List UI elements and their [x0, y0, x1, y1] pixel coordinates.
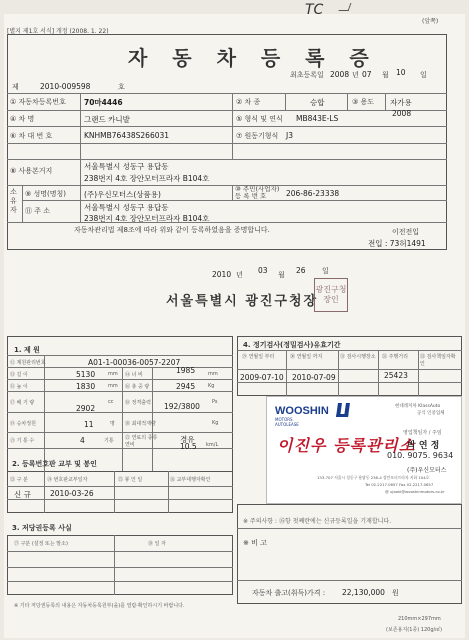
grid-line: [232, 93, 233, 159]
grid-line: [80, 93, 81, 222]
vin-value: KNHMB76438S266031: [84, 131, 170, 140]
issuing-office: 서울특별시 광진구청장: [166, 294, 319, 309]
grid-line: [7, 367, 233, 368]
reg-no-label: ① 자동차등록번호: [10, 98, 66, 106]
first-reg-day: 10: [396, 68, 406, 77]
section1-title: 1. 제 원: [14, 346, 40, 354]
plate-header-agent: ㉖ 교부대행자확인: [170, 477, 211, 483]
inspect-row-from: 2009-07-10: [240, 373, 284, 382]
seats-unit: 명: [110, 421, 115, 427]
card-brand: WOOSHIN: [275, 405, 329, 417]
issue-month: 03: [258, 266, 268, 275]
mortgage-header-date: ㉘ 일 자: [148, 541, 166, 547]
plate-row-type: 신 규: [14, 490, 31, 499]
first-reg-day-unit: 일: [420, 71, 427, 79]
business-card: [266, 396, 462, 504]
usage-value: 자가용: [390, 98, 412, 107]
price-label: 자동차 출고(취득)가격 :: [252, 589, 326, 597]
grid-line: [338, 350, 339, 396]
inspect-header-to: ㉚ 연월일 까지: [290, 354, 323, 360]
paper-type: (보존용지(1종) 120g/㎡): [386, 627, 443, 633]
grid-line: [237, 528, 462, 529]
section2-title: 2. 등록번호판 교부 및 봉인: [12, 460, 97, 468]
grid-line: [7, 126, 447, 127]
grid-line: [347, 93, 348, 110]
address-line2: 238번지 4호 장안모터프라자 B104호: [84, 214, 210, 223]
first-reg-month: 07: [362, 70, 372, 79]
power-unit: Ps: [212, 399, 218, 405]
usage-label: ③ 용도: [352, 98, 375, 106]
vin-label: ⑥ 차 대 번 호: [10, 132, 53, 140]
displacement-unit: cc: [108, 399, 114, 405]
height-label: ⑭ 너 비: [125, 372, 143, 378]
load-label: ⑳ 최대적재량: [125, 421, 156, 427]
height-value: 1985: [176, 366, 196, 375]
card-phone: 010. 9075. 9634: [387, 451, 454, 460]
model-year-value: 2008: [392, 109, 412, 118]
transfer-title: 이전전입: [392, 228, 420, 236]
card-company: (주)우신모터스: [407, 467, 447, 474]
grid-line: [7, 412, 233, 413]
displacement-label: ⑰ 배 기 량: [10, 400, 35, 406]
issue-day: 26: [296, 266, 306, 275]
location-label: ⑧ 사용본거지: [10, 167, 53, 175]
plate-header-type: ㉓ 구 분: [10, 477, 28, 483]
efficiency-unit: km/L: [206, 442, 219, 448]
doc-number-label: 제: [12, 83, 19, 91]
displacement-value: 2902: [76, 404, 96, 413]
owner-id-value: 206-86-23338: [286, 189, 340, 198]
grid-line: [122, 367, 123, 472]
fuel-value: 경유: [180, 435, 195, 444]
length-value: 5130: [76, 370, 96, 379]
card-role: 영업책임자 / 주임: [403, 430, 442, 436]
grid-line: [286, 350, 287, 396]
certify-text: 자동차관리법 제8조에 따라 위와 같이 등록하였음을 증명합니다.: [74, 226, 270, 234]
weight-value: 2945: [176, 382, 196, 391]
width-label: ⑮ 높 이: [10, 384, 28, 390]
inspect-header-mileage: ㉜ 주행거리: [382, 354, 408, 360]
weight-unit: Kg: [208, 383, 215, 389]
section4-title: 4. 정기검사(정밀검사)유효기간: [243, 341, 341, 349]
grid-line: [7, 110, 447, 111]
first-reg-year-unit: 년: [352, 71, 359, 79]
first-reg-label: 최초등록일: [290, 71, 324, 79]
form-side-label: (앞쪽): [422, 18, 439, 25]
model-label: ⑤ 형식 및 연식: [236, 115, 283, 123]
grid-line: [7, 185, 447, 186]
plate-header-seal: ㉕ 봉 인 일: [118, 477, 143, 483]
grid-line: [7, 567, 233, 568]
first-reg-month-unit: 월: [382, 71, 389, 79]
owner-name-value: (주)우신모터스(상품용): [84, 190, 161, 199]
owner-id-label: ⑩ 주민(사업자) 등 록 번 호: [235, 185, 280, 200]
transfer-text: 전입 : 73허1491: [368, 239, 426, 248]
height-unit: mm: [208, 371, 218, 377]
card-name: 박 연 정: [407, 441, 440, 451]
card-brand-sub2: AUTOLEASE: [275, 422, 299, 427]
inspection-note: ※ 주의사항 : ㉟항 첫째란에는 신규등록일을 기재합니다.: [243, 518, 392, 525]
handwritten-scribble: [339, 3, 352, 11]
card-address: 133-707 서울시 성동구 용답동 238-4 장안모터프라자 지하 104호: [317, 475, 430, 480]
grid-line: [232, 185, 233, 200]
seats-value: 11: [84, 420, 94, 429]
mortgage-header-type: ㉗ 구분 (설정 또는 말소): [14, 541, 68, 547]
grid-line: [7, 93, 447, 94]
grid-line: [385, 93, 386, 110]
grid-line: [418, 350, 419, 396]
grid-line: [237, 369, 462, 370]
grid-line: [22, 200, 447, 201]
official-seal: 광진구청장인: [314, 278, 348, 312]
issue-day-unit: 일: [322, 267, 329, 275]
spec-no-value: A01-1-00036-0057-2207: [88, 358, 181, 367]
engine-label: ⑦ 원동기형식: [236, 132, 279, 140]
power-value: 192/3800: [164, 402, 200, 411]
paper-size: 210mm×297mm: [398, 616, 441, 622]
section3-title: 3. 저당권등록 사실: [12, 524, 72, 532]
card-brand-sub: MOTORS: [275, 417, 293, 422]
issue-month-unit: 월: [278, 271, 285, 279]
efficiency-label: 연비: [125, 442, 135, 448]
grid-line: [285, 93, 286, 110]
grid-line: [168, 471, 169, 513]
location-line2: 238번지 4호 장안모터프라자 B104호: [84, 174, 210, 183]
car-type-value: 승합: [310, 98, 325, 107]
length-label: ⑬ 길 이: [10, 372, 28, 378]
load-unit: Kg: [212, 420, 219, 426]
grid-line: [237, 350, 462, 351]
grid-line: [7, 143, 447, 144]
address-label: ⑪ 주 소: [25, 207, 50, 215]
address-line1: 서울특별시 성동구 용답동: [84, 203, 169, 212]
first-reg-year: 2008: [330, 70, 350, 79]
grid-line: [114, 535, 115, 595]
length-unit: mm: [108, 371, 118, 377]
inspect-header-from: ㉙ 연월일 부터: [242, 354, 275, 360]
doc-number-suffix: 호: [118, 83, 125, 91]
inspect-row-mileage: 25423: [384, 371, 408, 380]
power-label: ⑱ 정격출력: [125, 400, 151, 406]
document-title: 자 동 차 등 록 증: [128, 46, 378, 70]
grid-line: [7, 432, 233, 433]
grid-line: [7, 581, 233, 582]
price-unit: 원: [392, 589, 399, 597]
grid-line: [44, 471, 45, 513]
plate-header-date: ㉔ 번호판교부일자: [47, 477, 88, 483]
inspect-header-place: ㉛ 검사시행장소: [340, 354, 376, 360]
model-value: MB843E-LS: [296, 114, 339, 123]
owner-name-label: ⑨ 성명(명칭): [25, 190, 67, 198]
grid-line: [7, 379, 233, 380]
owner-side-label: 소 유 자: [10, 188, 17, 214]
spec-no-label: ⑫ 제원관리번호: [10, 360, 46, 366]
form-header: [별지 제1호 서식] 개정 (2008. 1. 22): [7, 28, 109, 35]
issue-year-unit: 년: [236, 271, 243, 279]
car-name-value: 그랜드 카니발: [84, 115, 130, 124]
plate-row-date: 2010-03-26: [50, 489, 94, 498]
grid-line: [7, 159, 447, 160]
car-name-label: ④ 차 명: [10, 115, 35, 123]
grid-line: [7, 391, 233, 392]
width-unit: mm: [108, 383, 118, 389]
width-value: 1830: [76, 382, 96, 391]
cylinder-label: ㉑ 기 통 수: [10, 438, 35, 444]
grid-line: [114, 471, 115, 513]
cylinder-unit: 기통: [104, 438, 114, 444]
cylinder-value: 4: [80, 436, 85, 445]
grid-line: [44, 355, 45, 472]
price-value: 22,130,000: [342, 588, 385, 597]
card-partner2: 공식 인증업체: [417, 411, 445, 416]
inspect-header-inspector: ㉝ 검사책임자확인: [420, 354, 456, 367]
brand-logo-icon: [336, 403, 350, 417]
card-tel: Tel 02.2217.0657 Fax 02.2217.0657: [365, 482, 434, 487]
mortgage-note: ※ 기타 저당권등록의 내용은 자동차등록원부(을)를 열람·확인하시기 바랍니다.: [14, 603, 185, 609]
engine-value: J3: [286, 131, 293, 140]
grid-line: [237, 580, 462, 581]
doc-number: 2010-009598: [40, 82, 91, 91]
inspect-row-to: 2010-07-09: [292, 373, 336, 382]
grid-line: [7, 222, 447, 223]
grid-line: [7, 448, 233, 449]
grid-line: [7, 499, 233, 500]
fuel-label: ㉒ 연료의 종류: [125, 435, 158, 441]
card-partner1: 현대레저차 KlassAuto: [395, 404, 441, 409]
card-signature: 이진우 등록관리소: [277, 436, 416, 455]
card-email: @ ujooki@wooshinmotors.co.kr: [385, 489, 445, 494]
grid-line: [7, 486, 233, 487]
grid-line: [378, 350, 379, 396]
grid-line: [7, 551, 233, 552]
efficiency-value: 10.5: [180, 442, 197, 451]
grid-line: [22, 185, 23, 222]
car-type-label: ② 차 종: [236, 98, 261, 106]
handwritten-mark: TC: [305, 2, 324, 18]
weight-label: ⑯ 총 중 량: [125, 384, 150, 390]
reg-no-value: 70마4446: [84, 98, 123, 107]
grid-line: [7, 355, 233, 356]
location-line1: 서울특별시 성동구 용답동: [84, 162, 169, 171]
remarks-label: ※ 비 고: [243, 539, 267, 547]
seats-label: ⑲ 승차정원: [10, 421, 36, 427]
grid-line: [237, 382, 462, 383]
issue-year: 2010: [212, 270, 232, 279]
